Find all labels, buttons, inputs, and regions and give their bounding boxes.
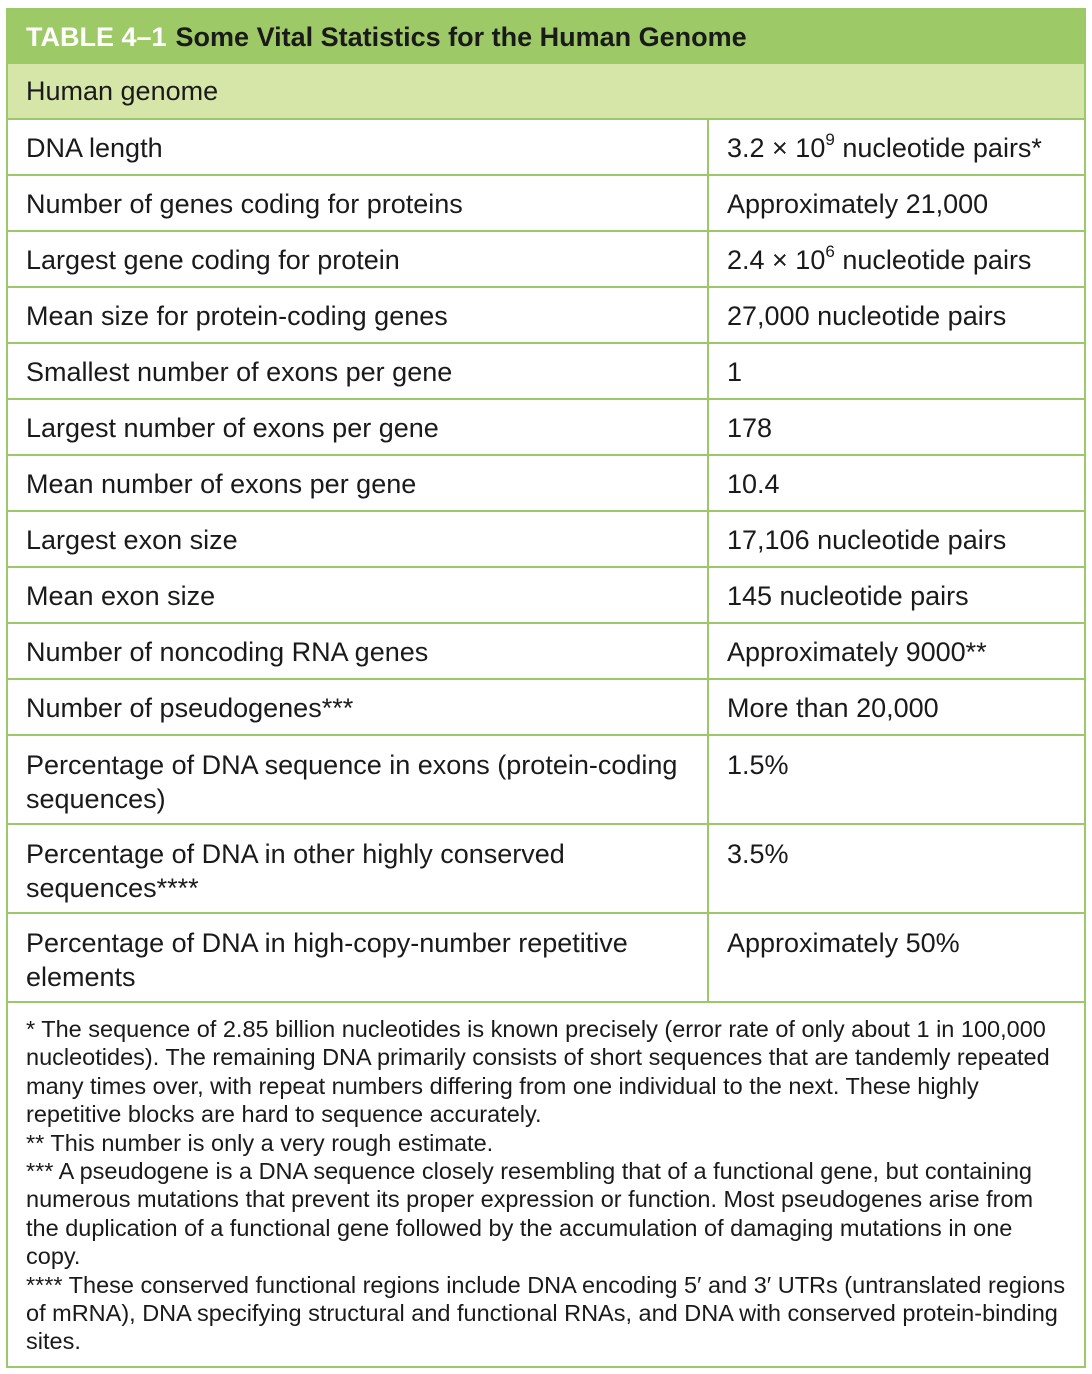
section-header: Human genome xyxy=(8,64,1084,120)
table-row xyxy=(8,512,1084,568)
value-unit: nucleotide pairs xyxy=(834,245,1032,275)
table-title-bar xyxy=(8,10,1084,64)
row-value: 10.4 xyxy=(727,469,780,499)
table-row xyxy=(8,400,1084,456)
footnote: ** This number is only a very rough estimate. xyxy=(26,1129,494,1156)
table-row xyxy=(8,914,1084,1003)
row-label: Largest exon size xyxy=(8,512,709,566)
row-value: Approximately 50% xyxy=(727,928,960,958)
value-exponent: 9 xyxy=(825,130,835,149)
row-value: 1 xyxy=(727,357,743,387)
table-row xyxy=(8,232,1084,288)
row-value: 3.5% xyxy=(727,839,789,869)
footnote: **** These conserved functional regions include DNA encoding 5′ and 3′ UTRs (untranslated regions of mRNA), DNA specifying structural and functional RNAs, and DNA with conserved protein-binding sites. xyxy=(26,1271,1066,1355)
row-label: Percentage of DNA in high-copy-number repetitive elements xyxy=(8,914,709,1001)
row-value xyxy=(709,232,1084,286)
table-number: TABLE 4–1 xyxy=(26,21,167,52)
row-label: Number of genes coding for proteins xyxy=(8,176,709,230)
row-value: 1.5% xyxy=(727,750,789,780)
footnote: * The sequence of 2.85 billion nucleotides is known precisely (error rate of only about 1 in 100,000 nucleotides). The remaining DNA primarily consists of short sequences that are tandemly repeated many times over, with repeat numbers differing from one individual to the next. These highly repetitive blocks are hard to sequence accurately. xyxy=(26,1016,1050,1128)
value-exponent: 6 xyxy=(825,242,835,261)
table-row xyxy=(8,736,1084,825)
row-label: Largest gene coding for protein xyxy=(8,232,709,286)
row-label: DNA length xyxy=(8,120,709,174)
row-value: More than 20,000 xyxy=(727,693,939,723)
row-label: Largest number of exons per gene xyxy=(8,400,709,454)
row-value: 178 xyxy=(727,413,773,443)
table-row xyxy=(8,288,1084,344)
row-label: Number of pseudogenes*** xyxy=(8,680,709,734)
row-value: 27,000 nucleotide pairs xyxy=(727,301,1007,331)
row-label: Smallest number of exons per gene xyxy=(8,344,709,398)
table-row xyxy=(8,456,1084,512)
table-row xyxy=(8,624,1084,680)
row-label: Mean number of exons per gene xyxy=(8,456,709,510)
footnotes xyxy=(8,1003,1084,1356)
row-value: 17,106 nucleotide pairs xyxy=(727,525,1007,555)
table-row xyxy=(8,680,1084,736)
table-title: Some Vital Statistics for the Human Genome xyxy=(175,21,747,52)
row-value: Approximately 9000** xyxy=(727,637,987,667)
row-label: Percentage of DNA in other highly conserved sequences**** xyxy=(8,825,709,912)
row-value: Approximately 21,000 xyxy=(727,189,989,219)
row-label: Percentage of DNA sequence in exons (protein-coding sequences) xyxy=(8,736,709,823)
table-row xyxy=(8,825,1084,914)
footnote: *** A pseudogene is a DNA sequence closely resembling that of a functional gene, but containing numerous mutations that prevent its proper expression or function. Most pseudogenes arise from the duplication of a functional gene followed by the accumulation of damaging mutations in one copy. xyxy=(26,1158,1034,1270)
genome-statistics-table xyxy=(6,8,1086,1368)
table-row xyxy=(8,568,1084,624)
row-label: Number of noncoding RNA genes xyxy=(8,624,709,678)
row-label: Mean exon size xyxy=(8,568,709,622)
value-base: 3.2 × 10 xyxy=(727,133,826,163)
row-value xyxy=(709,120,1084,174)
table-row xyxy=(8,120,1084,176)
row-value: 145 nucleotide pairs xyxy=(727,581,969,611)
row-label: Mean size for protein-coding genes xyxy=(8,288,709,342)
value-unit: nucleotide pairs* xyxy=(834,133,1042,163)
table-row xyxy=(8,344,1084,400)
value-base: 2.4 × 10 xyxy=(727,245,826,275)
table-row xyxy=(8,176,1084,232)
